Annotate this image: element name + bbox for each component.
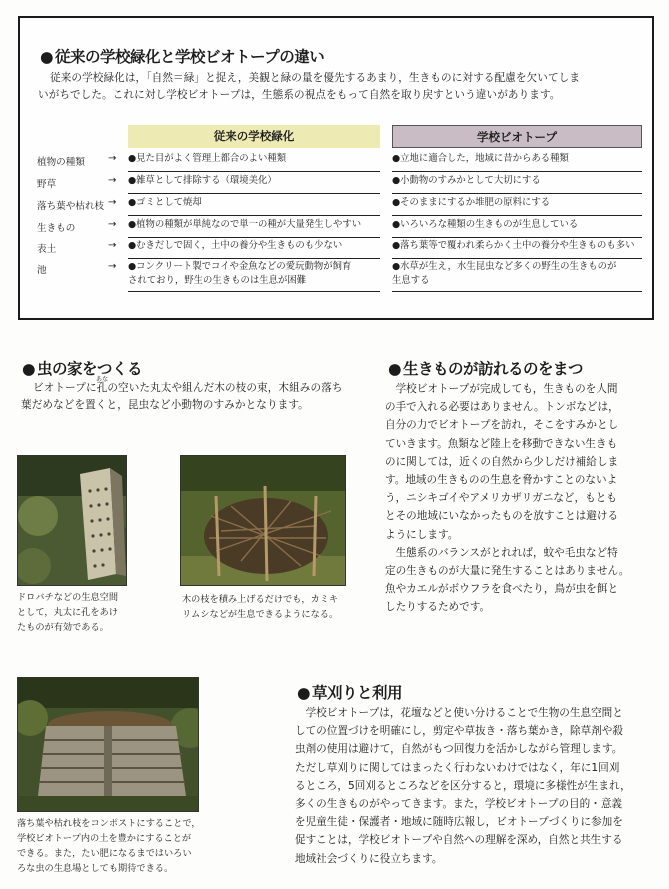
branch-pile-caption: 木の枝を積み上げるだけでも，カミキ リムシなどが生息できるようになる。 [182, 594, 339, 620]
visit-text-line: 自分の力でビオトープを訪れ，そこをすみかとし [385, 419, 619, 432]
biotope-cell [392, 260, 642, 292]
biotope-cell-line: ●水草が生え，水生昆虫など多くの野生の生きものが [392, 261, 617, 272]
traditional-cell-line: ●雑草として排除する（環境美化） [128, 175, 277, 186]
row-label: 落ち葉や枯れ枝 [37, 201, 105, 212]
mowing-text-line: 学校ビオトープは，花壇などと使い分けることで生物の生息空間と [295, 707, 623, 719]
traditional-cell-line: ●コンクリート製でコイや金魚などの愛玩動物が飼育 [128, 261, 352, 272]
log-photo-caption: ドロバチなどの生息空間 として，丸太に孔をあけ たものが有効である。 [17, 592, 119, 633]
traditional-cell [128, 239, 380, 259]
compost-bin-image [18, 678, 199, 812]
visit-text-line: 魚やカエルがボウフラを食べたり，鳥が虫を餌と [385, 583, 619, 596]
biotope-cell-line: ●立地に適合した，地域に昔からある種類 [392, 153, 569, 164]
biotope-cell [392, 218, 642, 238]
traditional-cell-line: ●見た目がよく管理上都合のよい種類 [128, 153, 287, 164]
biotope-cell [392, 174, 642, 194]
mowing-text-line: を児童生徒・保護者・地域に随時広報し，ビオトープづくりに参加を [295, 816, 623, 829]
arrow-right-icon: → [108, 261, 117, 272]
traditional-cell [128, 260, 380, 292]
bullet-icon: ● [388, 360, 402, 378]
visit-section-title: ● 生きものが訪れるのをまつ [388, 360, 584, 378]
row-label: 植物の種類 [37, 157, 85, 168]
row-label: 表土 [37, 244, 57, 255]
arrow-right-icon: → [108, 175, 117, 186]
traditional-cell [128, 152, 380, 172]
traditional-cell [128, 218, 380, 238]
mowing-text-line: しての位置づけを明確にし，剪定や草抜き・落ち葉かき，除草剤や殺 [295, 725, 623, 738]
traditional-cell-line: されており，野生の生きものは生息が困難 [128, 275, 307, 286]
visit-text-line: の手で入れる必要はありません。トンボなどは， [385, 401, 619, 414]
arrow-right-icon: → [108, 240, 117, 251]
insect-section-title: ● 虫の家をつくる [22, 360, 143, 378]
traditional-cell [128, 196, 380, 216]
visit-text-line: ようにします。 [385, 528, 459, 541]
traditional-cell [128, 174, 380, 194]
compost-photo [17, 677, 199, 812]
visit-text-line: 定の生きものが大量に発生することはありません。 [385, 565, 630, 578]
mowing-section-text [295, 704, 659, 868]
row-label: 野草 [37, 179, 57, 190]
row-label: 生きもの [37, 223, 76, 234]
branch-pile-image [181, 456, 346, 586]
biotope-cell-line: ●そのままにするか堆肥の原料にする [392, 197, 551, 208]
log-photo [17, 455, 127, 586]
traditional-column-header: 従来の学校緑化 [128, 125, 380, 148]
arrow-right-icon: → [108, 197, 117, 208]
biotope-cell-line: ●いろいろな種類の生きものが生息している [392, 219, 579, 230]
visit-text-line: のに関しては，近くの自然から少しだけ補給しま [385, 455, 619, 468]
mowing-text-line: 虫剤の使用は避けて，自然がもつ回復力を活かしながら管理します。 [295, 743, 623, 756]
mowing-text-line: ただし草刈りに関してはまったく行わないわけではなく，年に1回刈 [295, 761, 620, 774]
arrow-right-icon: → [108, 153, 117, 164]
biotope-cell-line: ●小動物のすみかとして大切にする [392, 175, 541, 186]
biotope-cell [392, 196, 642, 216]
biotope-cell-line: 生息する [392, 275, 430, 286]
mowing-text-line: 促すことは，学校ビオトープや自然への理解を深め，自然と共生する [295, 834, 623, 847]
comparison-intro: 従来の学校緑化は，「自然＝緑」と捉え，美観と緑の量を優先するあまり，生きものに対する配慮を欠いてしま いがちでした。これに対し学校ビオトープは，生態系の視点をもって自然を取り戻すという違いがあります。 [38, 72, 581, 101]
biotope-column-header: 学校ビオトープ [392, 125, 642, 148]
visit-text-line: す。地域の生きものの生息を脅かすことのないよ [385, 474, 618, 487]
traditional-cell-line: ●ゴミとして焼却 [128, 197, 202, 208]
mowing-text-line: 多くの生きものがやってきます。また，学校ビオトープの目的・意義 [295, 798, 623, 811]
visit-text-line: 生態系のバランスがとれれば，蚊や毛虫など特 [385, 546, 618, 559]
visit-text-line: う，ニシキゴイやアメリカザリガニなど，もとも [385, 492, 617, 505]
arrow-right-icon: → [108, 219, 117, 230]
mowing-section-title: ● 草刈りと利用 [297, 684, 403, 702]
comparison-title: ● 従来の学校緑化と学校ビオトープの違い [40, 48, 325, 66]
visit-text-line: ていきます。魚類など陸上を移動できない生きも [385, 437, 618, 450]
branch-pile-photo [180, 455, 346, 586]
bullet-icon: ● [40, 48, 54, 66]
visit-text-line: したりするためです。 [385, 601, 491, 614]
mowing-text-line: 地域社会づくりに役立ちます。 [295, 852, 443, 865]
traditional-cell-line: ●むきだしで固く，土中の養分や生きものも少ない [128, 240, 343, 251]
visit-text-line: 学校ビオトープが完成しても，生きものを人間 [385, 383, 618, 395]
drilled-log-image [18, 456, 127, 586]
visit-section-text [385, 380, 657, 617]
insect-section-text: あな ビオトープに孔の空いた丸太や組んだ木の枝の束，木組みの落ち 葉だめなどを置くと，昆虫など小動物のすみかとなります。 [21, 376, 343, 411]
traditional-cell-line: ●植物の種類が単純なので単一の種が大量発生しやすい [128, 219, 362, 230]
visit-text-line: とその地域にいなかったものを放すことは避ける [385, 510, 619, 523]
row-label: 池 [37, 265, 47, 276]
biotope-cell [392, 152, 642, 172]
compost-photo-caption: 落ち葉や枯れ枝をコンポストにすることで， 学校ビオトープ内の土を豊かにすることが できる。また，たい肥になるまではいろい ろな虫の生息場としても期待できる。 [17, 818, 201, 874]
bullet-icon: ● [22, 360, 36, 378]
mowing-text-line: るところ，5回刈るところなどを区分すると，環境に多様性が生まれ， [295, 779, 631, 792]
bullet-icon: ● [297, 684, 311, 702]
biotope-cell [392, 239, 642, 259]
biotope-cell-line: ●落ち葉等で覆われ柔らかく土中の養分や生きものも多い [392, 240, 635, 251]
